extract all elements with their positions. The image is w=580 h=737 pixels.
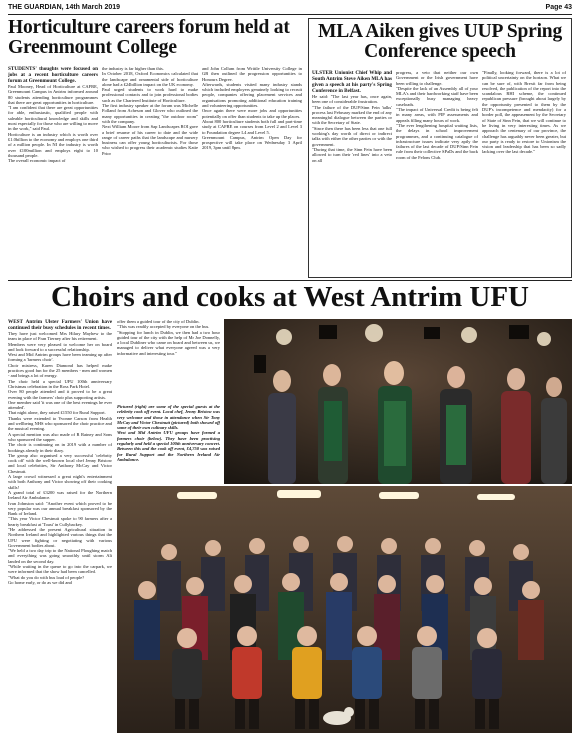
farmers-choir-photo-image — [117, 486, 572, 733]
main-story-col1: WEST Antrim Ulster Farmers' Union have continued their busy schedules in recent times. They have just welcomed Mrs Hilary Mayhew to the team in place of Fran Tierney after his retirement. Members were very pleased to welcome her on board and look forward to a successful relationship. West and Mid Antrim groups have been teaming up after forming a 'farmers choir'. Choir mistress, Karen Diamond has helped make practices good fun for the 25 members - men and women - and brings a lot of energy. The choir held a special UFU 100th anniversary Christmas celebration in the Ross Park Hotel. Over 80 people attended and it proved to be a great evening with the farmers' choir plus supporting artists. One member said 'it was one of the best evenings he ever attended'. That night alone, they raised £1550 for Rural Support. Thanks were extended to Yvonne Carson from Health and wellbeing NHS who sponsored the choir practice and the musical evening. A special mention was also made of R Rainey and Sons who sponsored the supper. The choir is continuing on in 2019 with a number of bookings already in their diary. The group also organised a very successful 'celebrity cook off' with the well-known local chef Jenny Bristow and local celebrities, Sir Anthony McCay and Victor Chestnutt. A large crowd witnessed a great night's entertainment with both Anthony and Victor showing off their cooking skills! A grand total of £3200 was raised for the Northern Ireland Air Ambulance. Ivan Johnston said: "Another event which proved to be very popular was our annual breakfast sponsored by the Bank of Ireland. "This year Victor Chestnutt spoke to 90 farmers after a hearty breakfast at 'Toast' in Cullybackey. "He addressed the present Agricultural situation in Northern Ireland and highlighted various things that the UFU were fighting or negotiating with various Government bodies about. "We held a two day trip to the National Ploughing match and everything was going smoothly until storm Ali landed on the second day. "While waiting in the queue to go into the carpark, we were informed that the show had been cancelled. "What do you do with bus load of people? Go home early, or do as we did and — [8, 319, 112, 585]
right-story-lead: ULSTER Unionist Chief Whip and South Antrim Steve Aiken MLA has given a speech at his party's Spring Conference in Belfast. — [312, 70, 392, 94]
right-story-col1: ULSTER Unionist Chief Whip and South Antrim Steve Aiken MLA has given a speech at his party's Spring Conference in Belfast. He said: "The last year has, once again, been one of considerable frustration. "The failure of the DUP/Sinn Fein 'talks' process last February marked the end of any meaningful dialogue between the parties or with the Secretary of State. "Since then there has been less that one full working's day worth of direct or indirect talks with either the other parties or with the government. "During that time, the Sinn Fein have been allowed to turn their 'red lines' into a veto on all — [312, 70, 392, 163]
farmers-choir-photo — [117, 486, 572, 733]
left-story-lead: STUDENTS' thoughts were focused on jobs at a recent horticulture careers forum at Greenmount College. — [8, 66, 98, 84]
main-story-headline: Choirs and cooks at West Antrim UFU — [51, 281, 529, 313]
masthead — [8, 2, 572, 14]
main-story-lead: WEST Antrim Ulster Farmers' Union have continued their busy schedules in recent times. — [8, 319, 112, 331]
right-story-col2: progress, a veto that neither our own Government or the Irish government have been willing to challenge. "Despite the lack of an Assembly all of your MLA's and their hardworking staff have been exceptionally busy managing heavy caseloads. "The impact of Universal Credit is being felt in many areas, with PIP assessments and appeals filling many hours of work. "The ever lengthening hospital waiting lists, the delays in school improvement programmes, and a continuing catalogue of infrastructure issues indicate very aptly the failures of the last decade of DUP/Sinn Fein rule from their collective SPaDs and the back room of the Felons Club. — [396, 70, 478, 160]
main-story-caption: Pictured (right) are some of the special guests at the celebrity cook off event. Local chef, Jenny Bristow was very welcome and those in attendance when Sir Tony McCay and Victor Chestnutt (pictured) both showed off some of their own culinary skills. West and Mid Antrim UFU groups have formed a farmers choir (below). They have been practising regularly and held a special 100th anniversary concert. Between this and the cook off event, £4,750 was raised for Rural Support and the Northern Ireland Air Ambulance. — [117, 404, 220, 462]
right-story-headline: MLA Aiken gives UUP Spring Conference speech — [317, 21, 562, 62]
page-number: Page 43 — [545, 4, 572, 11]
left-story-col1: STUDENTS' thoughts were focused on jobs at a recent horticulture careers forum at Greenmount College. Paul Mooney, Head of Horticulture at CAFRE, Greenmount Campus in Antrim informed around 80 students attending horticulture programmes that there are great opportunities in horticulture. "I am confident that there are great opportunities for able, enthusiastic, qualified people with saleable horticultural knowledge and skills and most especially for those who are willing to move in the work," said Paul. Horticulture is an industry which is worth over £1.0billion to the economy and employs one third of a million people. In NI the industry is worth over £100million and employs eight to 10 thousand people. The overall economic impact of — [8, 66, 98, 164]
masthead-rule — [8, 14, 572, 15]
main-story-col2: offer them a guided tour of the city of Dublin. "This was readily accepted by everyone on the bus. "Stopping for lunch in Dublin, we then had a two hour guided tour of the city with the help of Mr Joe Donnelly, a local Dubliner who came on board and between us, we managed to deliver what everyone agreed was a very informative and interesting tour." — [117, 319, 220, 356]
right-story-col3: "Finally, looking forward, there is a lot of political uncertainty on the horizon. What we can be sure of, with Brexit far from being resolved, the publication of the report into the scandalous RHI scheme, the continued republican pressure (brought about largely by the opportunity presented to them by the DUP's incompetence and mendacity) for a border poll, the appeasement by the Secretary of State of Sinn Fein, that we will continue to be living in very interesting times. As we approach the centenary of our province, the challenge has arguably never been greater, but our party is ready to restore to Unionism the vision and leadership that has been so sadly lacking over the last decade." — [482, 70, 566, 155]
cook-off-photo-image — [224, 319, 572, 484]
left-story-col2: the industry is far higher than this. In October 2018, Oxford Economics calculated that the landscape and ornamental side of horticulture alone had a £24billion impact on the UK economy. Paul urged students to work hard to make professional contacts and to join professional bodies such as the Chartered Institute of Horticulture. The first industry speaker at the forum was Michelle Folland from Acheson and Glover who outlined the many opportunities in creating "the outdoor room" with the company. Next William Moore from Sap Landscapes ROI gave a brief resume of his career to date and the wide range of career paths that the landscape and nursery business can offer young horticulturists. For those who wished to progress their academic studies Katie Prior — [102, 66, 198, 156]
left-story-col3: and John Collum from Writtle University College in GB then outlined the progression opportunities to Honours Degree. Afterwards, students visited many industry stands which included employers genuinely looking to recruit people, companies offering placement services and organisations promoting additional education training and volunteering opportunities. Once again there were more jobs and opportunities potentially on offer than students to take up the places. About 800 horticulture students both full and part-time study at CAFRE on courses from Level 2 and Level 3 to Foundation degree L4 and Level 5. Greenmount Campus, Antrim Open Day for prospective will take place on Wednesday 3 April 2019, 3pm until 8pm. — [202, 66, 302, 151]
cook-off-photo — [224, 319, 572, 484]
left-story-headline: Horticulture careers forum held at Greenmount College — [8, 17, 290, 58]
paper-name-date: THE GUARDIAN, 14th March 2019 — [8, 4, 121, 11]
